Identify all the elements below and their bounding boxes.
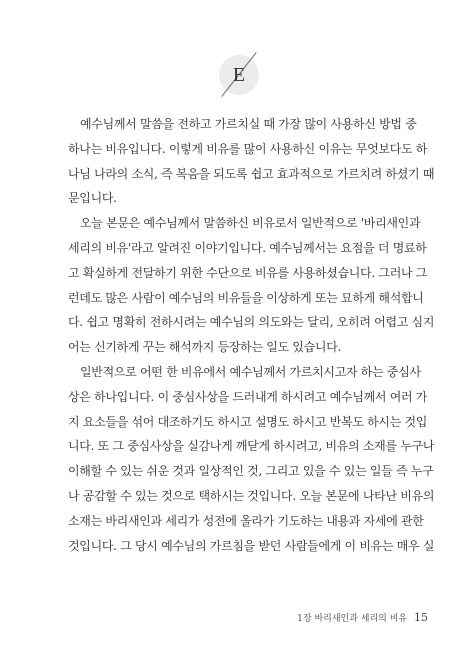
text-line: 상은 하나입니다. 이 중심사상을 드러내게 하시려고 예수님께서 여러 가 [68,389,428,404]
text-line: 고 확실하게 전달하기 위한 수단으로 비유를 사용하셨습니다. 그러나 그 [68,265,428,280]
text-line: 것입니다. 그 당시 예수님의 가르침을 받던 사람들에게 이 비유는 매우 실 [68,538,435,553]
text-line: 다. 쉽고 명확히 전하시려는 예수님의 의도와는 달리, 오히려 어렵고 심지 [68,315,435,330]
text-line: 이해할 수 있는 쉬운 것과 일상적인 것, 그리고 있을 수 있는 일들 즉 누구 [68,464,434,479]
text-line: 나 공감할 수 있는 것으로 택하시는 것입니다. 오늘 본문에 나타난 비유의 [68,488,435,503]
chapter-emblem [219,55,259,95]
text-line: 하나는 비유입니다. 이렇게 비유를 많이 사용하신 이유는 무엇보다도 하 [68,141,428,156]
text-line: 지 요소들을 섞어 대조하기도 하시고 설명도 하시고 반복도 하시는 것입 [68,414,428,429]
text-line: 니다. 또 그 중심사상을 실감나게 깨닫게 하시려고, 비유의 소재를 누구나 [68,439,435,454]
text-line: 예수님께서 말씀을 전하고 가르치실 때 가장 많이 사용하신 방법 중 [80,117,417,131]
text-line: 런데도 많은 사람이 예수님의 비유들을 이상하게 또는 묘하게 해석합니 [68,290,424,305]
body-text [68,112,435,558]
text-line: 세리의 비유'라고 알려진 이야기입니다. 예수님께서는 요점을 더 명료하 [68,240,427,255]
text-line: 나님 나라의 소식, 즉 복음을 되도록 쉽고 효과적으로 가르치려 하셨기 때 [68,166,435,181]
text-line: 어는 신기하게 꾸는 해석까지 등장하는 일도 있습니다. [68,340,342,355]
text-line: 소재는 바리새인과 세리가 성전에 올라가 기도하는 내용과 자세에 관한 [68,513,424,528]
emblem-letter: E [232,64,246,86]
text-line: 문입니다. [68,191,117,206]
page-number: 15 [414,611,428,624]
page-footer [297,611,428,624]
text-line: 오늘 본문은 예수님께서 말씀하신 비유로서 일반적으로 '바리새인과 [80,216,421,231]
text-line: 일반적으로 어떤 한 비유에서 예수님께서 가르치시고자 하는 중심사 [80,364,421,379]
chapter-title: 1장 바리새인과 세리의 비유 [297,614,408,624]
